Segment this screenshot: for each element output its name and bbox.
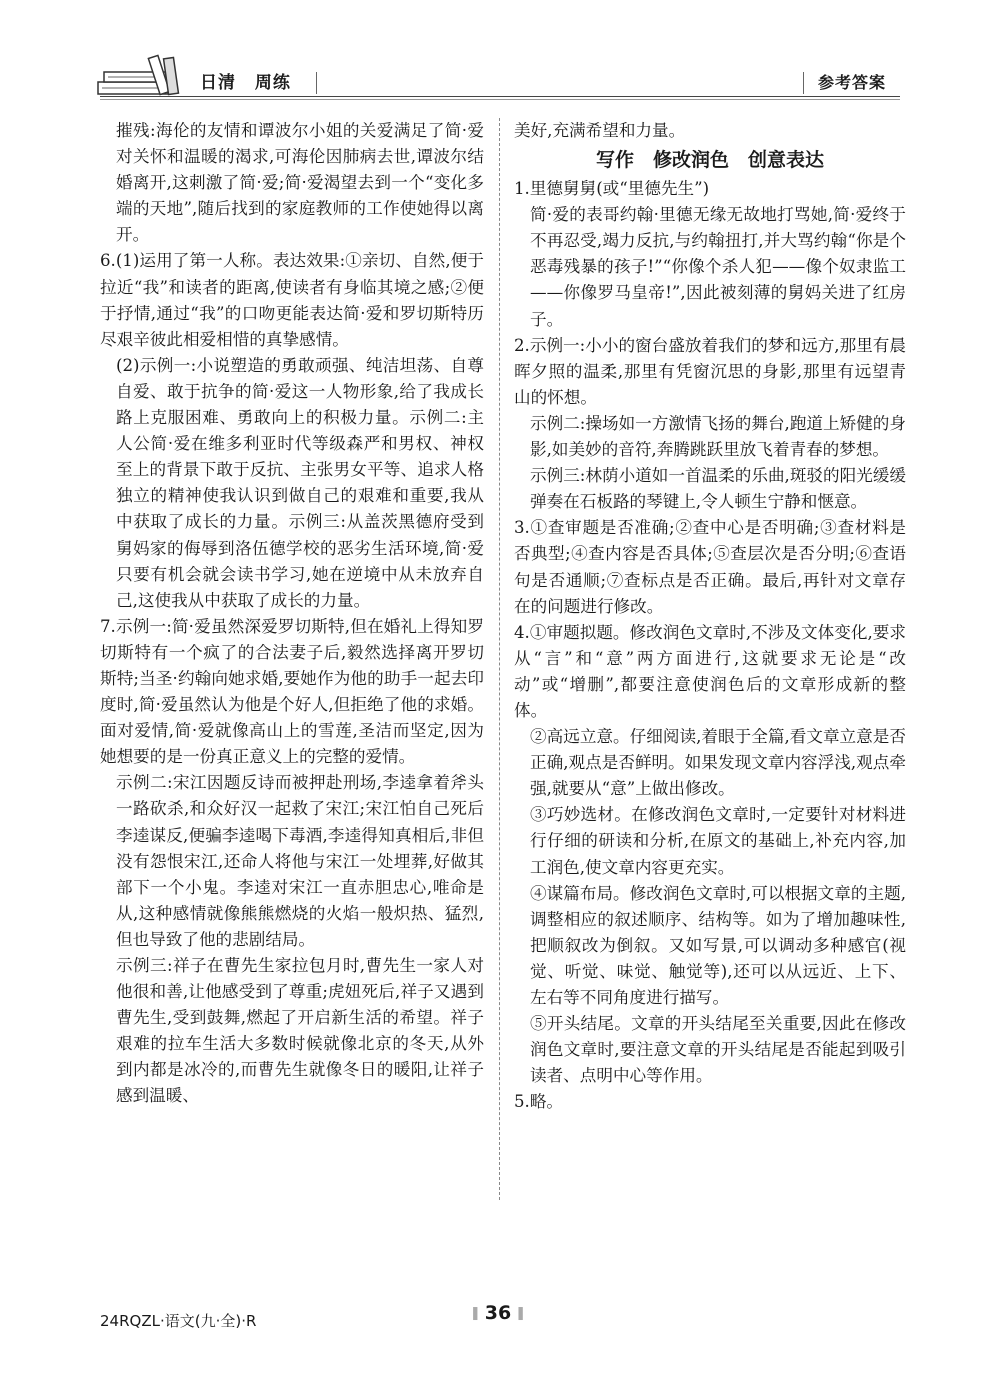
column-divider (499, 118, 500, 1200)
page-number: ❚ 36 ❚ (468, 1302, 528, 1324)
section-title: 写作 修改润色 创意表达 (595, 149, 824, 172)
answer-paragraph: ②高远立意。仔细阅读,着眼于全篇,看文章立意是否正确,观点是否鲜明。如果发现文章内容浮浅,观点牵强,就要从“意”上做出修改。 (530, 727, 906, 799)
right-continuation: 美好,充满希望和力量。 (514, 121, 686, 140)
right-items (514, 176, 906, 1115)
answer-paragraph: 示例二:宋江因题反诗而被押赴刑场,李逵拿着斧头一路砍杀,和众好汉一起救了宋江;宋江怕自己死后李逵谋反,便骗李逵喝下毒酒,李逵得知真相后,非但没有怨恨宋江,还命人将他与宋江一处埋葬,好做其部下一个小鬼。李逵对宋江一直赤胆忠心,唯命是从,这种感情就像熊熊燃烧的火焰一般炽热、猛烈,但也导致了他的悲剧结局。 (116, 773, 484, 949)
answer-paragraph: 6.(1)运用了第一人称。表达效果:①亲切、自然,便于拉近“我”和读者的距离,使读者有身临其境之感;②便于抒情,通过“我”的口吻更能表达简·爱和罗切斯特历尽艰辛彼此相爱相惜的真挚感情。 (100, 251, 484, 349)
footer-code: 24RQZL·语文(九·全)·R (100, 1312, 257, 1330)
header-section-label: 参考答案 (818, 73, 887, 92)
brand-right: 周练 (254, 73, 291, 93)
answer-paragraph: 示例三:林荫小道如一首温柔的乐曲,斑驳的阳光缓缓弹奏在石板路的琴键上,令人顿生宁静和惬意。 (530, 466, 906, 512)
right-column (514, 118, 906, 1115)
answer-paragraph: 摧残:海伦的友情和谭波尔小姐的关爱满足了简·爱对关怀和温暖的渴求,可海伦因肺病去世,谭波尔结婚离开,这刺激了简·爱;简·爱渴望去到一个“变化多端的天地”,随后找到的家庭教师的工作使她得以离开。 (116, 121, 484, 245)
left-column (100, 118, 484, 1110)
answer-paragraph: (2)示例一:小说塑造的勇敢顽强、纯洁坦荡、自尊自爱、敢于抗争的简·爱这一人物形象,给了我成长路上克服困难、勇敢向上的积极力量。示例二:主人公简·爱在维多利亚时代等级森严和男权、神权至上的背景下敢于反抗、主张男女平等、追求人格独立的精神使我认识到做自己的艰难和重要,我从中获取了成长的力量。示例三:从盖茨黑德府受到舅妈家的侮辱到洛伍德学校的恶劣生活环境,简·爱只要有机会就会读书学习,她在逆境中从未放弃自己,这使我从中获取了成长的力量。 (116, 355, 484, 610)
answer-paragraph: 简·爱的表哥约翰·里德无缘无故地打骂她,简·爱终于不再忍受,竭力反抗,与约翰扭打,并大骂约翰“你是个恶毒残暴的孩子!”“你像个杀人犯——像个奴隶监工——你像罗马皇帝!”,因此被刻薄的舅妈关进了红房子。 (530, 205, 906, 329)
header-brand (200, 68, 291, 93)
answer-paragraph: 4.①审题拟题。修改润色文章时,不涉及文体变化,要求从“言”和“意”两方面进行,这就要求无论是“改动”或“增删”,都要注意使润色后的文章形成新的整体。 (514, 622, 906, 720)
answer-paragraph: 5.略。 (514, 1092, 564, 1112)
answer-paragraph: ④谋篇布局。修改润色文章时,可以根据文章的主题,调整相应的叙述顺序、结构等。如为了增加趣味性,把顺叙改为倒叙。又如写景,可以调动多种感官(视觉、听觉、味觉、触觉等),还可以从远近、上下、左右等不同角度进行描写。 (530, 883, 906, 1007)
answer-paragraph: 示例三:祥子在曹先生家拉包月时,曹先生一家人对他很和善,让他感受到了尊重;虎妞死后,祥子又遇到曹先生,受到鼓舞,燃起了开启新生活的希望。祥子艰难的拉车生活大多数时候就像北京的冬天,从外到内都是冰冷的,而曹先生就像冬日的暖阳,让祥子感到温暖、 (116, 956, 484, 1106)
header-tick-right (803, 72, 804, 94)
header-tick-left (316, 72, 317, 94)
brand-left: 日清 (200, 73, 236, 93)
books-logo-icon (96, 52, 186, 98)
answer-paragraph: 3.①查审题是否准确;②查中心是否明确;③查材料是否典型;④查内容是否具体;⑤查层次是否分明;⑥查语句是否通顺;⑦查标点是否正确。最后,再针对文章存在的问题进行修改。 (514, 518, 906, 616)
header-rule (100, 96, 900, 97)
header-rule-secondary (100, 99, 900, 100)
answer-paragraph: ③巧妙选材。在修改润色文章时,一定要针对材料进行仔细的研读和分析,在原文的基础上,补充内容,加工润色,使文章内容更充实。 (530, 805, 906, 877)
answer-paragraph: 7.示例一:简·爱虽然深爱罗切斯特,但在婚礼上得知罗切斯特有一个疯了的合法妻子后,毅然选择离开罗切斯特;当圣·约翰向她求婚,要她作为他的助手一起去印度时,简·爱虽然认为他是个好人,但拒绝了他的求婚。面对爱情,简·爱就像高山上的雪莲,圣洁而坚定,因为她想要的是一份真正意义上的完整的爱情。 (100, 616, 484, 767)
answer-paragraph: 2.示例一:小小的窗台盛放着我们的梦和远方,那里有晨晖夕照的温柔,那里有凭窗沉思的身影,那里有远望青山的怀想。 (514, 335, 906, 407)
answer-paragraph: 1.里德舅舅(或“里德先生”) (514, 179, 710, 199)
page-header (0, 0, 996, 110)
answer-paragraph: 示例二:操场如一方激情飞扬的舞台,跑道上矫健的身影,如美妙的音符,奔腾跳跃里放飞着青春的梦想。 (530, 413, 906, 460)
answer-paragraph: ⑤开头结尾。文章的开头结尾至关重要,因此在修改润色文章时,要注意文章的开头结尾是否能起到吸引读者、点明中心等作用。 (530, 1014, 906, 1086)
